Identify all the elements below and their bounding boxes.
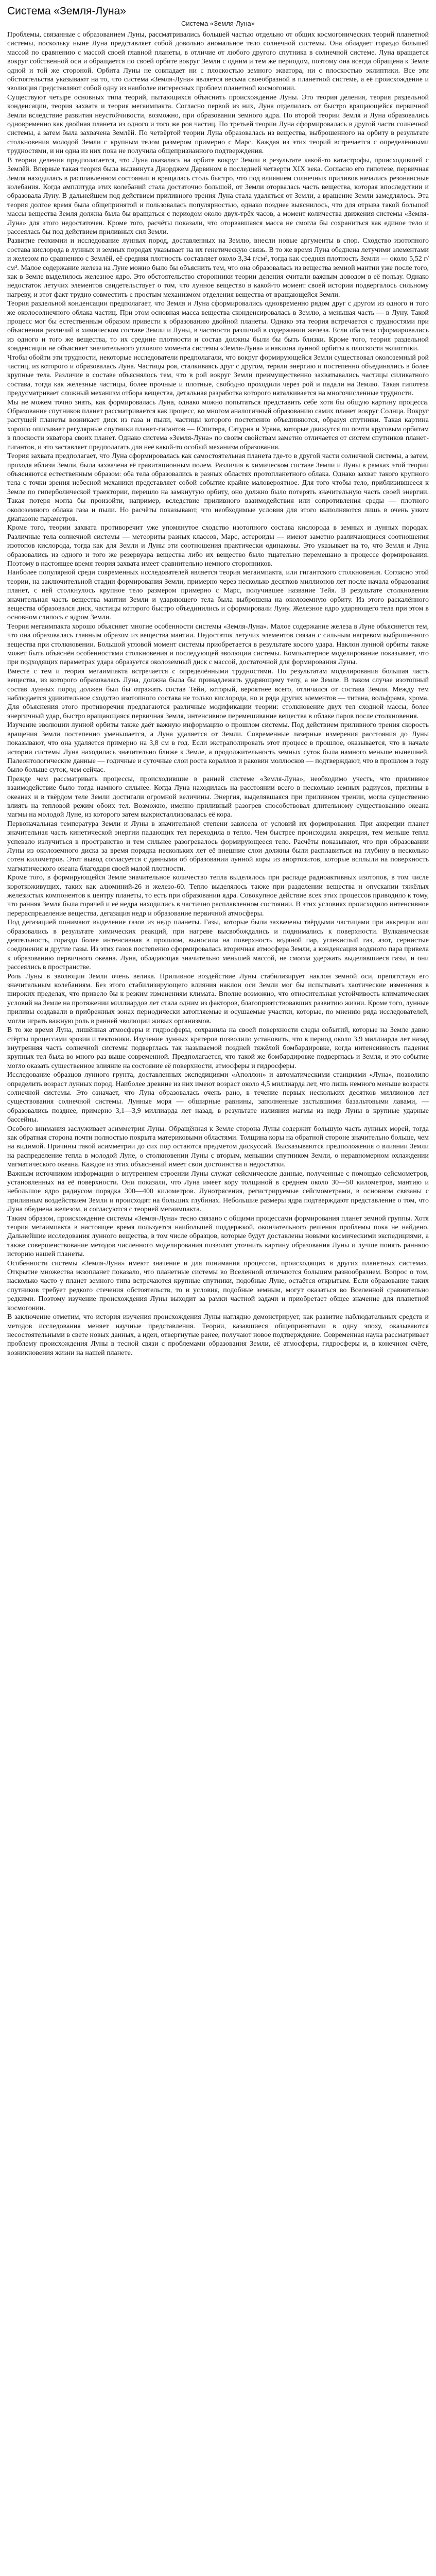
- body-paragraph: Кроме того, теории захвата противоречит уже упомянутое сходство изотопного состава кислорода в земных и лунных породах. Различные тела солнечной системы — метеориты разных классов, Марс, астероиды — имеют заметно различающиеся соотношения изотопов кислорода, тогда как для Земли и Луны эти соотношения практически одинаковы. Это указывает на то, что Земля и Луна образовались из одного и того же резервуара вещества либо их вещество было тщательно перемешано в процессе формирования. Поэтому в настоящее время теория захвата имеет сравнительно немного сторонников.: [7, 524, 429, 568]
- body-paragraph: Теория мегаимпакта хорошо объясняет многие особенности системы «Земля-Луна». Малое содержание железа в Луне объясняется тем, что она образовалась главным образом из вещества мантии. Недостаток летучих элементов связан с сильным нагревом выброшенного вещества при столкновении. Большой угловой момент системы приобретается в результате косого удара. Наклон лунной орбиты также может быть объяснён особенностями столкновения и последующей эволюции системы. Компьютерное моделирование показывает, что при подходящих параметрах удара образуется околоземный диск с массой, достаточной для формирования Луны.: [7, 622, 429, 667]
- body-paragraph: Таким образом, происхождение системы «Земля-Луна» тесно связано с общими процессами формирования планет земной группы. Хотя теория мегаимпакта в настоящее время пользуется наибольшей поддержкой, окончательного решения проблемы пока не найдено. Дальнейшие исследования лунного вещества, в том числе образцов, которые будут доставлены новыми космическими экспедициями, а также совершенствование методов численного моделирования позволят уточнить картину образования Луны и лучше понять раннюю историю нашей планеты.: [7, 1214, 429, 1259]
- body-paragraph: Вместе с тем и теория мегаимпакта встречается с определёнными трудностями. По результатам моделирования большая часть вещества, из которого образовалась Луна, должна была бы принадлежать ударяющему телу, а не Земле. В таком случае изотопный состав лунных пород должен был бы отражать состав Тейи, который, вероятнее всего, отличался от состава Земли. Между тем наблюдается удивительное сходство изотопного состава не только кислорода, но и ряда других элементов — титана, вольфрама, хрома. Для объяснения этого противоречия предлагаются различные модификации теории: столкновение двух тел сходной массы, более энергичный удар, быстро вращающаяся первичная Земля, интенсивное перемешивание вещества в облаке паров после столкновения.: [7, 667, 429, 720]
- body-paragraph: Наиболее популярной среди современных исследователей является теория мегаимпакта, или гигантского столкновения. Согласно этой теории, на заключительной стадии формирования Земли, примерно через несколько десятков миллионов лет после начала образования планет, с ней столкнулось крупное тело размером примерно с Марс, получившее название Тейя. В результате столкновения значительная часть вещества мантии Земли и ударяющего тела была выброшена на околоземную орбиту. Из этого раскалённого вещества образовался диск, частицы которого быстро объединились и сформировали Луну. Железное ядро ударяющего тела при этом в основном слилось с ядром Земли.: [7, 569, 429, 622]
- body-paragraph: В заключение отметим, что история изучения происхождения Луны наглядно демонстрирует, как развитие наблюдательных средств и методов исследования меняет научные представления. Теории, казавшиеся общепринятыми в одну эпоху, оказываются несостоятельными в свете новых данных, а идеи, отвергнутые ранее, получают новое подтверждение. Современная наука рассматривает проблему происхождения Луны в тесной связи с проблемами образования Земли, её атмосферы, гидросферы и, в конечном счёте, возникновения жизни на нашей планете.: [7, 1313, 429, 1357]
- body-paragraph: Теория захвата предполагает, что Луна сформировалась как самостоятельная планета где-то в другой части солнечной системы, а затем, проходя вблизи Земли, была захвачена её гравитационным полем. Различия в химическом составе Земли и Луны в рамках этой теории объясняются естественным образом: оба тела образовались в разных областях протопланетного облака. Однако захват такого крупного тела с точки зрения небесной механики представляет собой событие крайне маловероятное. Для того чтобы тело, приблизившееся к Земле по гиперболической траектории, перешло на замкнутую орбиту, оно должно было потерять значительную часть своей энергии. Такая потеря могла бы произойти, например, вследствие приливного взаимодействия или сопротивления среды — плотного околоземного облака газа и пыли. Но расчёты показывают, что необходимые условия для этого выполняются лишь в очень узком диапазоне параметров.: [7, 452, 429, 523]
- body-paragraph: Чтобы обойти эти трудности, некоторые исследователи предполагали, что вокруг формирующейся Земли существовал околоземный рой частиц, из которого и образовалась Луна. Частицы роя, сталкиваясь друг с другом, теряли энергию и постепенно объединялись в более крупные тела. Различие в составе объяснялось тем, что в рой вокруг Земли преимущественно захватывались частицы силикатного состава, тогда как железные частицы, более прочные и плотные, свободно проходили через рой и падали на Землю. Такая гипотеза предусматривает сложный механизм отбора вещества, детальная разработка которого наталкивается на многочисленные трудности.: [7, 353, 429, 398]
- body-paragraph: Развитие геохимии и исследование лунных пород, доставленных на Землю, внесли новые аргументы в спор. Сходство изотопного состава кислорода в лунных и земных породах указывает на их генетическую связь. В то же время Луна обеднена летучими элементами и железом по сравнению с Землёй, её средняя плотность составляет около 3,34 г/см³, тогда как средняя плотность Земли — около 5,52 г/см³. Малое содержание железа на Луне можно было бы объяснить тем, что она образовалась из вещества земной мантии уже после того, как в Земле выделилось железное ядро. Это обстоятельство сторонники теории деления считали важным доводом в её пользу. Однако недостаток летучих элементов свидетельствует о том, что лунное вещество в какой-то момент своей истории подвергалось сильному нагреву, и этот факт трудно совместить с простым механизмом отделения вещества от вращающейся Земли.: [7, 237, 429, 299]
- body-paragraph: Важным источником информации о внутреннем строении Луны служат сейсмические данные, полученные с помощью сейсмометров, установленных на её поверхности. Они показали, что Луна имеет кору толщиной в среднем около 30—50 километров, мантию и небольшое ядро радиусом порядка 300—400 километров. Лунотрясения, регистрируемые сейсмометрами, в основном связаны с приливным воздействием Земли и происходят на больших глубинах. Небольшие размеры ядра подтверждают представление о том, что Луна обеднена железом, и согласуются с теорией мегаимпакта.: [7, 1170, 429, 1214]
- body-paragraph: Особого внимания заслуживает асимметрия Луны. Обращённая к Земле сторона Луны содержит большую часть лунных морей, тогда как обратная сторона почти полностью покрыта материковыми областями. Толщина коры на обратной стороне значительно больше, чем на видимой. Причины такой асимметрии до сих пор остаются предметом дискуссий. Высказываются предположения о влиянии Земли на распределение тепла в молодой Луне, о столкновении Луны с вторым, меньшим спутником Земли, о неравномерном охлаждении магматического океана. Каждое из этих объяснений имеет свои достоинства и недостатки.: [7, 1125, 429, 1169]
- document-title: Система «Земля-Луна»: [7, 5, 126, 17]
- body-paragraph: Особенности системы «Земля-Луна» имеют значение и для понимания процессов, происходящих в других планетных системах. Открытие множества экзопланет показало, что планетные системы во Вселенной отличаются большим разнообразием. Вопрос о том, насколько часто у планет земного типа встречаются крупные спутники, подобные Луне, остаётся открытым. Если образование таких спутников требует редкого стечения обстоятельств, то и условия, подобные земным, могут оказаться во Вселенной сравнительно редкими. Поэтому изучение происхождения Луны выходит за рамки частной задачи и приобретает общее значение для планетной космогонии.: [7, 1259, 429, 1312]
- body-paragraph: Кроме того, в формирующейся Земле значительное количество тепла выделялось при распаде радиоактивных изотопов, в том числе короткоживущих, таких как алюминий-26 и железо-60. Тепло выделялось также при разделении вещества и опускании тяжёлых железистых компонентов к центру планеты, то есть при образовании ядра. Совокупное действие всех этих процессов приводило к тому, что ранняя Земля была горячей и её недра находились в частично расплавленном состоянии. В этих условиях происходило интенсивное перераспределение вещества, дегазация недр и образование первичной атмосферы.: [7, 874, 429, 918]
- body-paragraph: Проблемы, связанные с образованием Луны, рассматривались большей частью отдельно от общих космогонических теорий планетной системы, поскольку ныне Луна представляет собой довольно аномальное тело солнечной системы. Она обладает гораздо большей массой по сравнению с массой своей главной планеты, в отличие от любого другого спутника в солнечной системе. Луна вращается вокруг собственной оси и обращается по своей орбите вокруг Земли с одним и тем же периодом, поэтому она всегда обращена к Земле одной и той же стороной. Орбита Луны не совпадает ни с плоскостью земного экватора, ни с плоскостью эклиптики. Все эти обстоятельства указывают на то, что система «Земля-Луна» является весьма своеобразной в планетной системе, а её происхождение и эволюция представляют собой одну из наиболее интересных проблем планетной космогонии.: [7, 31, 429, 93]
- body-paragraph: В то же время Луна, лишённая атмосферы и гидросферы, сохранила на своей поверхности следы событий, которые на Земле давно стёрты процессами эрозии и тектоники. Изучение лунных кратеров позволило установить, что в период около 3,9 миллиарда лет назад внутренняя часть солнечной системы подверглась так называемой поздней тяжёлой бомбардировке, когда интенсивность падения крупных тел была во много раз выше современной. Предполагается, что такой же бомбардировке подверглась и Земля, и это событие могло оказать существенное влияние на состояние её поверхности, атмосферы и гидросферы.: [7, 1026, 429, 1070]
- body-paragraph: В теории деления предполагается, что Луна оказалась на орбите вокруг Земли в результате какой-то катастрофы, происходившей с Землёй. Впервые такая теория была выдвинута Джорджем Дарвином в последней четверти XIX века. Согласно его гипотезе, первичная Земля находилась в расплавленном состоянии и вращалась столь быстро, что под влиянием солнечных приливов начались резонансные колебания. Когда амплитуда этих колебаний стала достаточно большой, от Земли оторвалась часть вещества, которая впоследствии и образовала Луну. В дальнейшем под действием приливного трения Луна стала удаляться от Земли, а вращение Земли замедлялось. Эта теория долгое время была общепринятой и пользовалась популярностью, однако позднее выяснилось, что для отрыва такой большой массы вещества Земля должна была бы вращаться с периодом около двух-трёх часов, а момент количества движения системы «Земля-Луна» для этого недостаточен. Кроме того, расчёты показали, что оторвавшаяся масса не смогла бы сохраниться как единое тело и рассеялась бы под действием приливных сил Земли.: [7, 156, 429, 236]
- document-subtitle: Система «Земля-Луна»: [181, 20, 255, 27]
- document-body: [7, 30, 429, 1358]
- body-paragraph: Под дегазацией понимают выделение газов из недр планеты. Газы, которые были захвачены твёрдыми частицами при аккреции или образовались в результате химических реакций, при нагреве высвобождались и поднимались к поверхности. Вулканическая деятельность, гораздо более интенсивная в прошлом, выносила на поверхность водяной пар, углекислый газ, азот, сернистые соединения и другие газы. Из этих газов постепенно сформировалась вторичная атмосфера Земли, а конденсация водяного пара привела к образованию первичного океана. Луна, обладающая значительно меньшей массой, не смогла удержать выделявшиеся газы, и они рассеялись в пространстве.: [7, 919, 429, 972]
- body-paragraph: Исследование образцов лунного грунта, доставленных экспедициями «Аполлон» и автоматическими станциями «Луна», позволило определить возраст лунных пород. Наиболее древние из них имеют возраст около 4,5 миллиарда лет, что лишь немного меньше возраста солнечной системы. Это означает, что Луна образовалась очень рано, в течение первых нескольких десятков миллионов лет существования солнечной системы. Лунные моря — обширные равнины, заполненные застывшими базальтовыми лавами, — образовались позднее, примерно 3,1—3,9 миллиарда лет назад, в результате излияния магмы из недр Луны в крупные ударные бассейны.: [7, 1071, 429, 1124]
- body-paragraph: Существуют четыре основных типа теорий, пытающихся объяснить происхождение Луны. Это теория деления, теория раздельной конденсации, теория захвата и теория мегаимпакта. Согласно первой из них, Луна отделилась от быстро вращающейся первичной Земли вследствие развития неустойчивости, возможно, при образовании земного ядра. По второй теории Земля и Луна образовались одновременно как двойная планета из одного и того же роя частиц. По третьей теории Луна сформировалась в другой части солнечной системы, а затем была захвачена Землёй. По четвёртой теории Луна образовалась из вещества, выброшенного на орбиту в результате столкновения молодой Земли с крупным телом размером примерно с Марс. Каждая из этих теорий встречается с определёнными трудностями, и ни одна из них пока не получила общепризнанного подтверждения.: [7, 93, 429, 156]
- body-paragraph: Теория раздельной конденсации предполагает, что Земля и Луна сформировались одновременно рядом друг с другом из одного и того же околосолнечного облака частиц. При этом основная масса вещества сконденсировалась в Землю, а меньшая часть — в Луну. Такой процесс мог бы естественным образом привести к образованию двойной планеты. Однако эта теория встречается с трудностями при объяснении различий в химическом составе Земли и Луны, в частности различий в содержании железа. Если оба тела сформировались из одного и того же вещества, то их средние плотности и состав должны были бы быть близки. Кроме того, теория раздельной конденсации не объясняет значительного углового момента системы «Земля-Луна» и наклона лунной орбиты к плоскости эклиптики.: [7, 300, 429, 353]
- body-paragraph: Изучение эволюции лунной орбиты также даёт важную информацию о прошлом системы. Под действием приливного трения скорость вращения Земли постепенно уменьшается, а Луна удаляется от Земли. Современные лазерные измерения расстояния до Луны показывают, что она удаляется примерно на 3,8 см в год. Если экстраполировать этот процесс в прошлое, оказывается, что в начале истории системы Луна находилась значительно ближе к Земле, а продолжительность земных суток была намного меньше нынешней. Палеонтологические данные — годичные и суточные слои роста кораллов и раковин моллюсков — подтверждают, что в прошлом в году было больше суток, чем сейчас.: [7, 721, 429, 774]
- body-paragraph: Первоначальная температура Земли и Луны в значительной степени зависела от условий их формирования. При аккреции планет значительная часть кинетической энергии падающих тел переходила в тепло. Чем быстрее происходила аккреция, тем меньше тепла успевало излучиться в пространство и тем сильнее разогревалось формирующееся тело. Расчёты показывают, что при образовании Луны из околоземного диска за время порядка нескольких лет её внешние слои должны были расплавиться на глубину в несколько сотен километров. Этот вывод согласуется с данными об образовании лунной коры из анортозитов, которые всплыли на поверхность магматического океана благодаря своей малой плотности.: [7, 820, 429, 873]
- body-paragraph: Прежде чем рассматривать процессы, происходившие в ранней системе «Земля-Луна», необходимо учесть, что приливное взаимодействие было тогда намного сильнее. Когда Луна находилась на расстоянии всего в несколько земных радиусов, приливы в океанах и в твёрдом теле Земли достигали огромной величины. Энергия, выделявшаяся при приливном трении, могла существенно влиять на тепловой режим обоих тел. Возможно, именно приливный разогрев способствовал длительному существованию океана магмы на молодой Луне, из которого затем выкристаллизовалась её кора.: [7, 775, 429, 819]
- body-paragraph: Роль Луны в эволюции Земли очень велика. Приливное воздействие Луны стабилизирует наклон земной оси, препятствуя его значительным колебаниям. Без этого стабилизирующего влияния наклон оси Земли мог бы испытывать хаотические изменения в широких пределах, что привело бы к резким изменениям климата. Вполне возможно, что относительная устойчивость климатических условий на Земле на протяжении миллиардов лет стала одним из факторов, благоприятствовавших развитию жизни. Кроме того, лунные приливы создавали в прибрежных зонах периодически затопляемые и осушаемые участки, которые, по мнению ряда исследователей, могли играть важную роль в ранней эволюции живых организмов.: [7, 972, 429, 1025]
- body-paragraph: Мы не можем точно знать, как формировалась Луна, однако можно попытаться представить себе хотя бы общую картину процесса. Образование спутников планет рассматривается как процесс, во многом аналогичный образованию самих планет вокруг Солнца. Вокруг растущей планеты возникает диск из газа и пыли, частицы которого постепенно объединяются, образуя спутники. Такая картина хорошо описывает регулярные спутники планет-гигантов — Юпитера, Сатурна и Урана, которые движутся по почти круговым орбитам в плоскости экватора своих планет. Однако система «Земля-Луна» по своим свойствам заметно отличается от систем спутников планет-гигантов, и это заставляет предполагать для неё какой-то особый механизм образования.: [7, 398, 429, 451]
